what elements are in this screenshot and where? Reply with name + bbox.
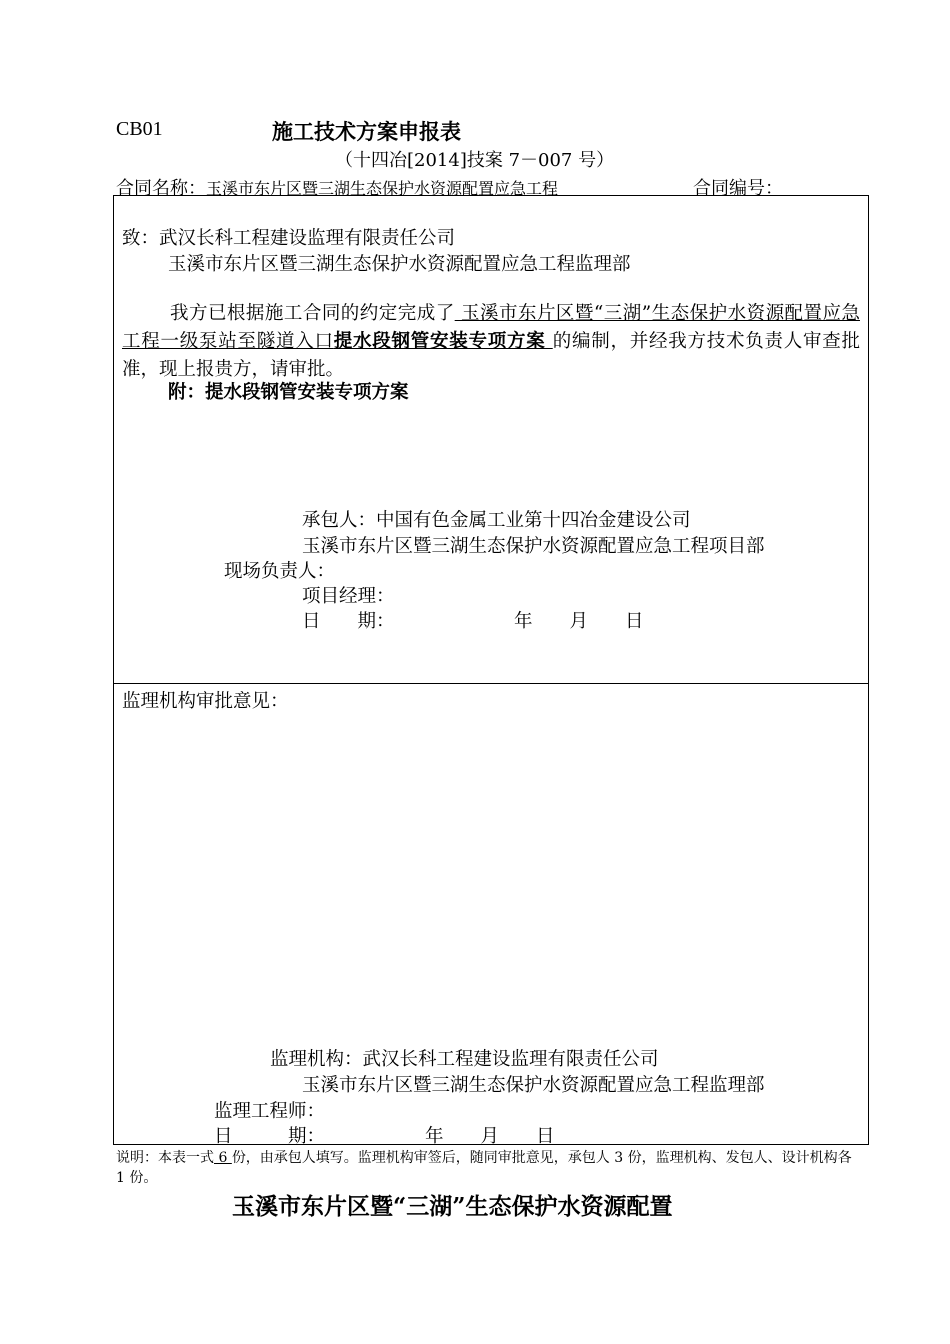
section-divider <box>113 683 869 684</box>
site-lead-label: 现场负责人： <box>224 561 336 582</box>
note-post: 份，由承包人填写。监理机构审签后，随同审批意见，承包人 3 份，监理机构、发包人、设计机构各 1 份。 <box>116 1150 852 1186</box>
supervision-date-label: 日 期： <box>214 1126 326 1147</box>
supervision-org-line2: 玉溪市东片区暨三湖生态保护水资源配置应急工程监理部 <box>302 1075 765 1096</box>
note-pre: 说明：本表一式 <box>116 1150 214 1166</box>
attachment-line: 附：提水段钢管安装专项方案 <box>168 382 409 403</box>
note-copies: 6 <box>214 1150 232 1166</box>
contractor-label: 承包人：中国有色金属工业第十四冶金建设公司 <box>302 510 691 531</box>
supervision-org-line1: 监理机构：武汉长科工程建设监理有限责任公司 <box>270 1049 659 1070</box>
form-note <box>116 1148 861 1188</box>
form-number: （十四冶[2014]技案 7－007 号） <box>335 150 615 171</box>
submission-body <box>122 300 860 384</box>
contractor-dept: 玉溪市东片区暨三湖生态保护水资源配置应急工程项目部 <box>302 536 765 557</box>
contract-number-label: 合同编号： <box>693 178 783 199</box>
form-title: 施工技术方案申报表 <box>272 119 461 144</box>
date-label: 日 期： <box>302 611 395 632</box>
form-code: CB01 <box>116 118 163 140</box>
body-pre: 我方已根据施工合同的约定完成了 <box>170 303 455 324</box>
supervision-date-ymd: 年 月 日 <box>425 1126 555 1147</box>
body-plan: 提水段钢管安装专项方案 <box>333 331 553 352</box>
body-post: 的编制，并经我方技术负责人审查批准，现上报贵方，请审批。 <box>122 331 860 380</box>
recipient-line2: 玉溪市东片区暨三湖生态保护水资源配置应急工程监理部 <box>168 254 631 275</box>
contract-name-value: 玉溪市东片区暨三湖生态保护水资源配置应急工程 <box>206 179 559 198</box>
recipient-line1: 致：武汉长科工程建设监理有限责任公司 <box>122 228 456 249</box>
supervision-opinion-label: 监理机构审批意见： <box>122 691 289 712</box>
contract-name-label: 合同名称： <box>116 178 206 199</box>
body-project: 玉溪市东片区暨“三湖”生态保护水资源配置应急工程一级泵站至隧道入口 <box>122 303 860 352</box>
date-ymd: 年 月 日 <box>514 611 644 632</box>
next-page-title: 玉溪市东片区暨“三湖”生态保护水资源配置 <box>232 1193 673 1220</box>
supervision-engineer-label: 监理工程师： <box>214 1101 326 1122</box>
project-manager-label: 项目经理： <box>302 586 395 607</box>
